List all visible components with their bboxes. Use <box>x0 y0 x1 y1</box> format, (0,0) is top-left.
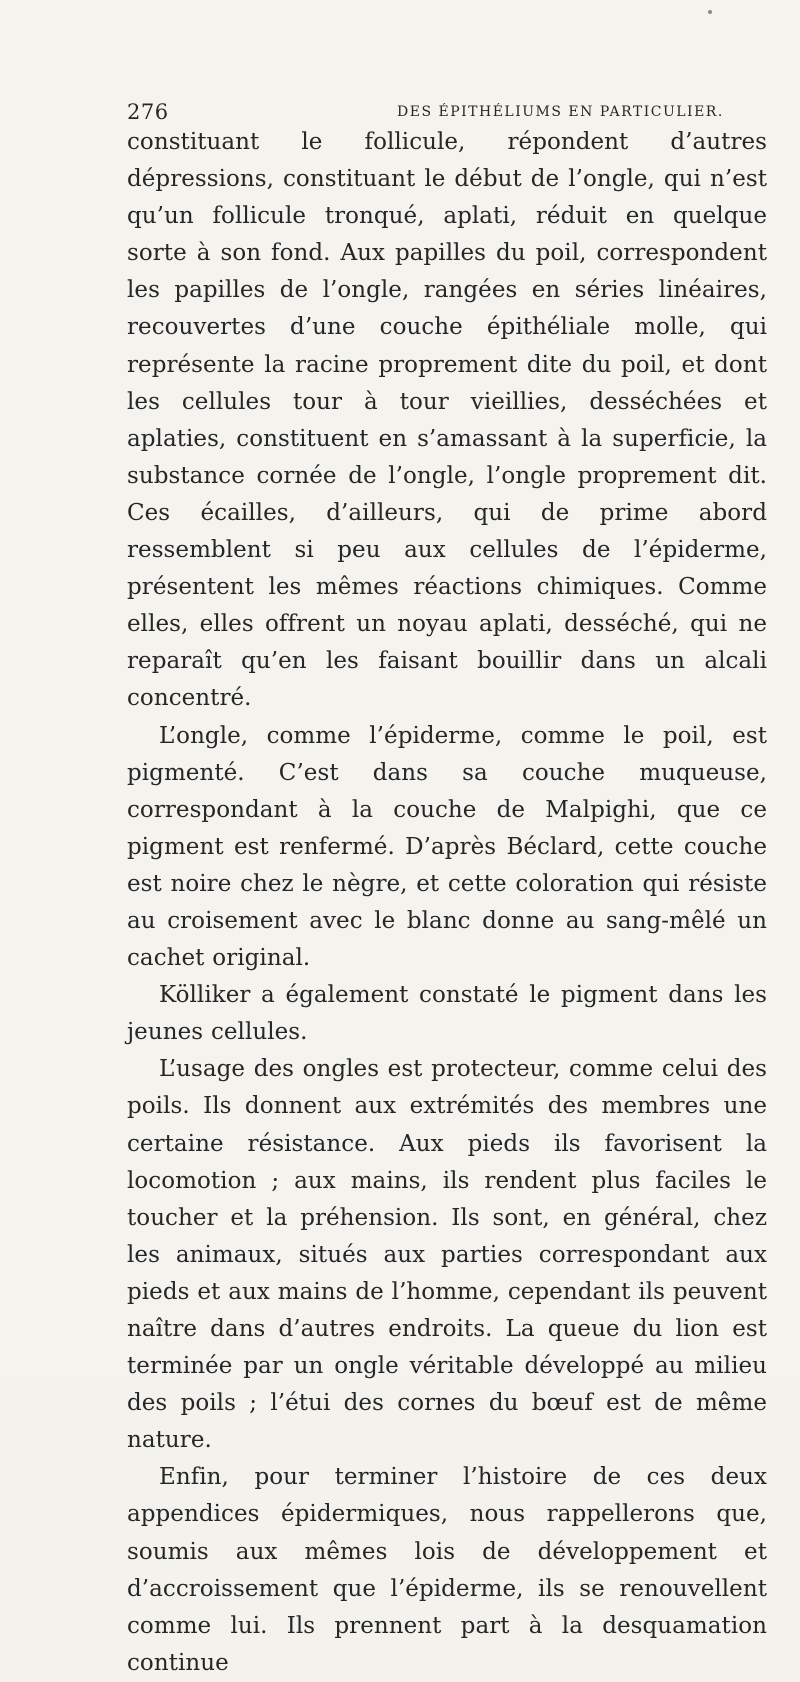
paragraph-continued: constituant le follicule, répondent d’autres dépressions, constituant le début de l’ongle, qui n’est qu’un follicule tronqué, aplati, réduit en quelque sorte à son fond. Aux papilles du poil, correspondent les papilles de l’ongle, rangées en séries linéaires, recouvertes d’une couche épithéliale molle, qui représente la racine proprement dite du poil, et dont les cellules tour à tour vieillies, desséchées et aplaties, constituent en s’amassant à la superficie, la substance cornée de l’ongle, l’ongle proprement dit. Ces écailles, d’ailleurs, qui de prime abord ressemblent si peu aux cellules de l’épiderme, présentent les mêmes réactions chimiques. Comme elles, elles offrent un noyau aplati, desséché, qui ne reparaît qu’en les faisant bouillir dans un alcali concentré. <box>127 129 767 712</box>
page-number: 276 <box>127 100 169 124</box>
running-title: DES ÉPITHÉLIUMS EN PARTICULIER. <box>397 104 724 120</box>
body-text <box>127 124 767 1682</box>
paragraph-continues: Enfin, pour terminer l’histoire de ces deux appendices épidermiques, nous rappellerons que, soumis aux mêmes lois de développement et d’accroissement que l’épiderme, ils se renouvellent comme lui. Ils prennent part à la desquamation continue <box>127 1464 767 1676</box>
paragraph: L’ongle, comme l’épiderme, comme le poil, est pigmenté. C’est dans sa couche muqueuse, correspondant à la couche de Malpighi, que ce pigment est renfermé. D’après Béclard, cette couche est noire chez le nègre, et cette coloration qui résiste au croisement avec le blanc donne au sang-mêlé un cachet original. <box>127 722 767 972</box>
paragraph: L’usage des ongles est protecteur, comme celui des poils. Ils donnent aux extrémités des membres une certaine résistance. Aux pieds ils favorisent la locomotion ; aux mains, ils rendent plus faciles le toucher et la préhension. Ils sont, en général, chez les animaux, situés aux parties correspondant aux pieds et aux mains de l’homme, cependant ils peuvent naître dans d’autres endroits. La queue du lion est terminée par un ongle véritable développé au milieu des poils ; l’étui des cornes du bœuf est de même nature. <box>127 1056 767 1454</box>
ink-speck <box>708 10 712 14</box>
paragraph: Kölliker a également constaté le pigment dans les jeunes cellules. <box>127 982 767 1046</box>
